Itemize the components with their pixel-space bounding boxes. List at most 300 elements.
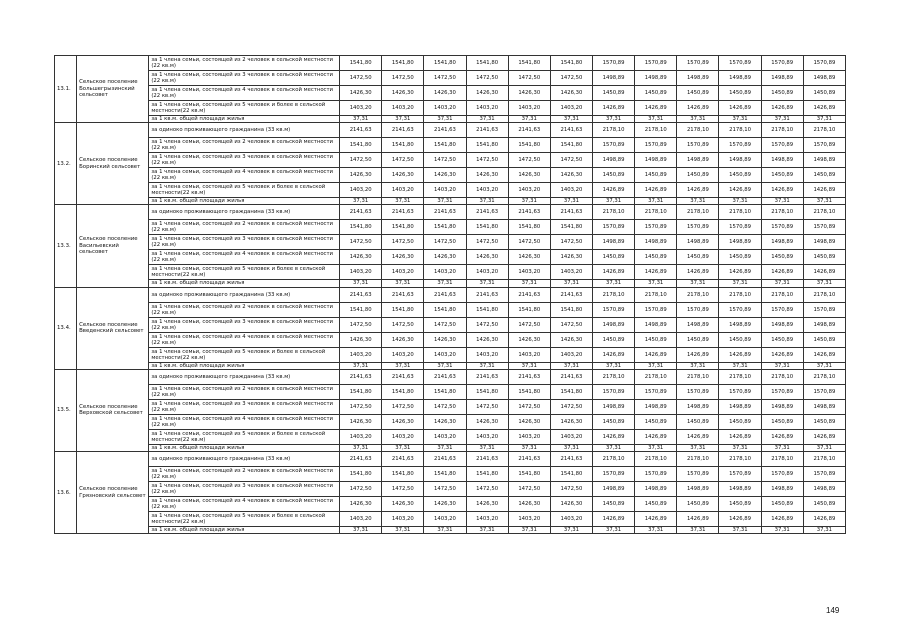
tariff-value-cell: 37,31: [508, 362, 550, 369]
tariff-value-cell: 37,31: [550, 362, 592, 369]
tariff-value-cell: 2141,63: [424, 451, 466, 466]
tariff-value-cell: 1472,50: [466, 153, 508, 168]
tariff-value-cell: 2141,63: [466, 123, 508, 138]
tariff-value-cell: 1426,89: [635, 265, 677, 280]
norm-description: за 1 кв.м. общей площади жилья: [149, 198, 340, 205]
tariff-value-cell: 1426,30: [424, 250, 466, 265]
tariff-value-cell: 2178,10: [719, 205, 761, 220]
tariff-value-cell: 37,31: [382, 444, 424, 451]
tariff-value-cell: 1498,89: [593, 481, 635, 496]
tariff-value-cell: 2141,63: [550, 205, 592, 220]
tariff-value-cell: 37,31: [635, 198, 677, 205]
tariff-value-cell: 1426,30: [550, 414, 592, 429]
tariff-value-cell: 1541,80: [340, 466, 382, 481]
tariff-value-cell: 37,31: [340, 444, 382, 451]
tariff-value-cell: 1472,50: [508, 153, 550, 168]
tariff-value-cell: 1498,89: [677, 153, 719, 168]
table-row: [55, 168, 846, 183]
section-index: 13.3.: [55, 205, 77, 287]
tariff-value-cell: 1450,89: [803, 414, 845, 429]
tariff-value-cell: 1426,89: [593, 511, 635, 526]
tariff-value-cell: 2178,10: [803, 369, 845, 384]
tariff-value-cell: 1498,89: [761, 399, 803, 414]
tariff-value-cell: 1426,30: [340, 414, 382, 429]
tariff-value-cell: 1426,30: [340, 332, 382, 347]
norm-description: за 1 члена семьи, состоящей из 2 человек в сельской местности (22 кв.м): [149, 56, 340, 71]
tariff-value-cell: 2178,10: [593, 451, 635, 466]
tariff-value-cell: 1403,20: [340, 265, 382, 280]
tariff-value-cell: 1472,50: [382, 153, 424, 168]
tariff-value-cell: 1570,89: [635, 220, 677, 235]
tariff-value-cell: 1498,89: [761, 71, 803, 86]
tariff-value-cell: 1570,89: [593, 302, 635, 317]
tariff-value-cell: 37,31: [803, 362, 845, 369]
tariff-value-cell: 37,31: [719, 362, 761, 369]
tariff-value-cell: 2141,63: [382, 287, 424, 302]
tariff-value-cell: 1472,50: [550, 481, 592, 496]
tariff-value-cell: 1426,30: [466, 86, 508, 101]
tariff-value-cell: 2141,63: [466, 451, 508, 466]
tariff-value-cell: 1541,80: [340, 384, 382, 399]
tariff-value-cell: 2178,10: [635, 451, 677, 466]
table-row: [55, 429, 846, 444]
tariff-value-cell: 2141,63: [466, 287, 508, 302]
tariff-value-cell: 1450,89: [761, 414, 803, 429]
norm-description: за 1 члена семьи, состоящей из 5 человек и более в сельской местности(22 кв.м): [149, 429, 340, 444]
tariff-value-cell: 2178,10: [677, 369, 719, 384]
tariff-value-cell: 1450,89: [635, 250, 677, 265]
table-row: [55, 183, 846, 198]
tariff-value-cell: 1498,89: [803, 317, 845, 332]
tariff-value-cell: 2178,10: [593, 369, 635, 384]
tariff-value-cell: 1570,89: [761, 302, 803, 317]
tariff-value-cell: 1498,89: [719, 481, 761, 496]
tariff-value-cell: 1426,30: [382, 250, 424, 265]
tariff-value-cell: 1472,50: [382, 481, 424, 496]
tariff-value-cell: 37,31: [466, 362, 508, 369]
tariff-value-cell: 1450,89: [593, 250, 635, 265]
table-row: [55, 526, 846, 533]
tariff-value-cell: 1426,89: [761, 183, 803, 198]
tariff-value-cell: 1570,89: [635, 384, 677, 399]
tariff-value-cell: 1450,89: [677, 496, 719, 511]
tariff-value-cell: 1403,20: [340, 183, 382, 198]
tariff-value-cell: 1450,89: [761, 86, 803, 101]
tariff-value-cell: 37,31: [550, 198, 592, 205]
tariff-value-cell: 37,31: [635, 526, 677, 533]
tariff-value-cell: 37,31: [803, 198, 845, 205]
tariff-value-cell: 1403,20: [466, 183, 508, 198]
tariff-value-cell: 37,31: [593, 526, 635, 533]
tariff-value-cell: 2141,63: [340, 123, 382, 138]
tariff-value-cell: 37,31: [340, 280, 382, 287]
tariff-value-cell: 1570,89: [719, 220, 761, 235]
tariff-value-cell: 37,31: [550, 116, 592, 123]
tariff-value-cell: 1541,80: [508, 466, 550, 481]
tariff-value-cell: 1403,20: [550, 101, 592, 116]
tariff-value-cell: 1472,50: [508, 71, 550, 86]
tariff-value-cell: 1450,89: [719, 168, 761, 183]
tariff-value-cell: 1570,89: [677, 138, 719, 153]
tariff-value-cell: 37,31: [508, 198, 550, 205]
tariff-table: [54, 55, 846, 534]
tariff-value-cell: 2141,63: [424, 123, 466, 138]
tariff-value-cell: 1426,89: [761, 347, 803, 362]
norm-description: за одиноко проживающего гражданина (33 кв.м): [149, 369, 340, 384]
table-row: [55, 198, 846, 205]
tariff-value-cell: 1403,20: [424, 183, 466, 198]
tariff-value-cell: 2178,10: [593, 205, 635, 220]
tariff-value-cell: 1403,20: [508, 347, 550, 362]
tariff-value-cell: 1541,80: [466, 302, 508, 317]
tariff-value-cell: 2178,10: [761, 205, 803, 220]
tariff-value-cell: 1426,30: [550, 332, 592, 347]
tariff-value-cell: 1570,89: [803, 56, 845, 71]
norm-description: за 1 члена семьи, состоящей из 3 человек в сельской местности (22 кв.м): [149, 399, 340, 414]
norm-description: за 1 члена семьи, состоящей из 2 человек в сельской местности (22 кв.м): [149, 302, 340, 317]
tariff-value-cell: 2178,10: [635, 123, 677, 138]
tariff-value-cell: 1472,50: [466, 317, 508, 332]
tariff-value-cell: 1426,30: [424, 168, 466, 183]
tariff-value-cell: 37,31: [340, 362, 382, 369]
tariff-value-cell: 2178,10: [719, 369, 761, 384]
tariff-value-cell: 1403,20: [340, 511, 382, 526]
table-row: [55, 362, 846, 369]
norm-description: за 1 члена семьи, состоящей из 4 человек в сельской местности (22 кв.м): [149, 414, 340, 429]
table-row: [55, 466, 846, 481]
tariff-value-cell: 1541,80: [466, 384, 508, 399]
tariff-value-cell: 1426,30: [508, 496, 550, 511]
tariff-value-cell: 37,31: [635, 362, 677, 369]
table-row: [55, 250, 846, 265]
table-row: [55, 444, 846, 451]
tariff-value-cell: 37,31: [550, 444, 592, 451]
tariff-value-cell: 1472,50: [340, 153, 382, 168]
tariff-value-cell: 1426,30: [550, 86, 592, 101]
tariff-value-cell: 1426,89: [677, 265, 719, 280]
tariff-value-cell: 2141,63: [382, 369, 424, 384]
tariff-value-cell: 1541,80: [466, 56, 508, 71]
tariff-value-cell: 2178,10: [761, 369, 803, 384]
tariff-value-cell: 37,31: [761, 198, 803, 205]
tariff-value-cell: 37,31: [593, 362, 635, 369]
tariff-value-cell: 2141,63: [424, 287, 466, 302]
tariff-value-cell: 1426,30: [466, 496, 508, 511]
tariff-value-cell: 37,31: [340, 198, 382, 205]
tariff-value-cell: 37,31: [424, 198, 466, 205]
tariff-value-cell: 1498,89: [719, 71, 761, 86]
tariff-value-cell: 2178,10: [635, 369, 677, 384]
tariff-value-cell: 1570,89: [803, 302, 845, 317]
tariff-value-cell: 1403,20: [424, 511, 466, 526]
tariff-value-cell: 2178,10: [719, 451, 761, 466]
tariff-value-cell: 1403,20: [550, 183, 592, 198]
tariff-value-cell: 1426,89: [761, 429, 803, 444]
tariff-value-cell: 1472,50: [508, 399, 550, 414]
tariff-value-cell: 1570,89: [635, 56, 677, 71]
norm-description: за 1 кв.м. общей площади жилья: [149, 362, 340, 369]
tariff-value-cell: 1472,50: [550, 317, 592, 332]
tariff-value-cell: 2141,63: [508, 451, 550, 466]
tariff-value-cell: 1472,50: [466, 235, 508, 250]
tariff-value-cell: 2141,63: [508, 205, 550, 220]
tariff-value-cell: 1426,89: [761, 511, 803, 526]
tariff-value-cell: 37,31: [382, 362, 424, 369]
tariff-value-cell: 37,31: [593, 444, 635, 451]
tariff-value-cell: 1426,89: [635, 511, 677, 526]
tariff-value-cell: 1450,89: [719, 496, 761, 511]
tariff-value-cell: 1426,30: [424, 414, 466, 429]
tariff-value-cell: 1570,89: [635, 302, 677, 317]
table-row: [55, 71, 846, 86]
tariff-value-cell: 2178,10: [761, 123, 803, 138]
tariff-value-cell: 1472,50: [424, 71, 466, 86]
tariff-value-cell: 1498,89: [803, 71, 845, 86]
tariff-value-cell: 1426,30: [382, 86, 424, 101]
tariff-value-cell: 2141,63: [508, 287, 550, 302]
tariff-value-cell: 1426,30: [466, 332, 508, 347]
tariff-value-cell: 1450,89: [761, 496, 803, 511]
tariff-value-cell: 1498,89: [761, 481, 803, 496]
tariff-value-cell: 1570,89: [803, 138, 845, 153]
tariff-value-cell: 1450,89: [677, 332, 719, 347]
tariff-value-cell: 37,31: [424, 444, 466, 451]
tariff-value-cell: 1570,89: [635, 138, 677, 153]
tariff-value-cell: 2141,63: [382, 123, 424, 138]
tariff-value-cell: 1450,89: [761, 250, 803, 265]
norm-description: за 1 члена семьи, состоящей из 5 человек и более в сельской местности(22 кв.м): [149, 265, 340, 280]
norm-description: за 1 члена семьи, состоящей из 2 человек в сельской местности (22 кв.м): [149, 138, 340, 153]
tariff-value-cell: 37,31: [508, 280, 550, 287]
tariff-value-cell: 1426,30: [466, 250, 508, 265]
norm-description: за 1 члена семьи, состоящей из 5 человек и более в сельской местности(22 кв.м): [149, 101, 340, 116]
tariff-value-cell: 1498,89: [719, 153, 761, 168]
tariff-value-cell: 1426,30: [382, 332, 424, 347]
tariff-value-cell: 2141,63: [550, 369, 592, 384]
norm-description: за 1 члена семьи, состоящей из 5 человек и более в сельской местности(22 кв.м): [149, 183, 340, 198]
tariff-value-cell: 1403,20: [382, 511, 424, 526]
tariff-value-cell: 1541,80: [550, 138, 592, 153]
tariff-value-cell: 37,31: [677, 116, 719, 123]
tariff-value-cell: 1570,89: [593, 56, 635, 71]
tariff-value-cell: 1541,80: [340, 56, 382, 71]
tariff-value-cell: 1498,89: [593, 317, 635, 332]
table-row: [55, 481, 846, 496]
tariff-value-cell: 1498,89: [635, 399, 677, 414]
tariff-value-cell: 1472,50: [508, 235, 550, 250]
tariff-value-cell: 1426,89: [719, 347, 761, 362]
tariff-value-cell: 1498,89: [803, 481, 845, 496]
tariff-value-cell: 1472,50: [550, 399, 592, 414]
table-row: [55, 138, 846, 153]
table-row: [55, 280, 846, 287]
table-row: [55, 511, 846, 526]
tariff-value-cell: 1498,89: [593, 235, 635, 250]
tariff-value-cell: 1498,89: [719, 399, 761, 414]
norm-description: за одиноко проживающего гражданина (33 кв.м): [149, 451, 340, 466]
tariff-value-cell: 37,31: [719, 444, 761, 451]
tariff-value-cell: 1541,80: [508, 138, 550, 153]
table-row: [55, 56, 846, 71]
tariff-value-cell: 1403,20: [382, 101, 424, 116]
table-row: [55, 369, 846, 384]
tariff-value-cell: 1426,30: [382, 414, 424, 429]
tariff-value-cell: 1426,30: [340, 168, 382, 183]
tariff-value-cell: 1472,50: [340, 71, 382, 86]
norm-description: за 1 члена семьи, состоящей из 2 человек в сельской местности (22 кв.м): [149, 384, 340, 399]
tariff-value-cell: 37,31: [382, 526, 424, 533]
tariff-value-cell: 1426,89: [803, 429, 845, 444]
table-row: [55, 384, 846, 399]
tariff-value-cell: 1426,30: [340, 86, 382, 101]
tariff-value-cell: 1426,89: [677, 101, 719, 116]
tariff-value-cell: 1498,89: [677, 399, 719, 414]
section-index: 13.2.: [55, 123, 77, 205]
table-row: [55, 153, 846, 168]
tariff-value-cell: 1498,89: [803, 399, 845, 414]
tariff-value-cell: 1426,89: [803, 347, 845, 362]
tariff-value-cell: 1426,89: [593, 265, 635, 280]
tariff-value-cell: 1570,89: [761, 138, 803, 153]
tariff-value-cell: 37,31: [382, 116, 424, 123]
tariff-value-cell: 2178,10: [803, 123, 845, 138]
tariff-value-cell: 1570,89: [719, 384, 761, 399]
norm-description: за 1 кв.м. общей площади жилья: [149, 116, 340, 123]
tariff-value-cell: 37,31: [719, 280, 761, 287]
tariff-value-cell: 1541,80: [508, 302, 550, 317]
tariff-value-cell: 1426,89: [593, 183, 635, 198]
tariff-value-cell: 1426,30: [550, 168, 592, 183]
tariff-value-cell: 1450,89: [635, 496, 677, 511]
tariff-value-cell: 1498,89: [803, 153, 845, 168]
table-row: [55, 496, 846, 511]
tariff-value-cell: 37,31: [466, 116, 508, 123]
tariff-value-cell: 37,31: [761, 116, 803, 123]
tariff-value-cell: 2141,63: [340, 205, 382, 220]
tariff-value-cell: 1450,89: [677, 414, 719, 429]
tariff-value-cell: 1541,80: [382, 466, 424, 481]
tariff-value-cell: 1541,80: [424, 466, 466, 481]
tariff-value-cell: 1426,89: [677, 429, 719, 444]
tariff-value-cell: 1472,50: [466, 399, 508, 414]
page-number: 149: [826, 606, 840, 615]
tariff-value-cell: 1472,50: [466, 481, 508, 496]
table-row: [55, 302, 846, 317]
tariff-value-cell: 2178,10: [761, 451, 803, 466]
tariff-value-cell: 37,31: [761, 526, 803, 533]
tariff-value-cell: 37,31: [550, 280, 592, 287]
tariff-value-cell: 1472,50: [340, 235, 382, 250]
tariff-value-cell: 1472,50: [382, 71, 424, 86]
tariff-value-cell: 1403,20: [466, 511, 508, 526]
tariff-value-cell: 2178,10: [677, 287, 719, 302]
tariff-value-cell: 2178,10: [677, 205, 719, 220]
table-row: [55, 101, 846, 116]
tariff-value-cell: 37,31: [803, 444, 845, 451]
norm-description: за 1 члена семьи, состоящей из 4 человек в сельской местности (22 кв.м): [149, 250, 340, 265]
tariff-value-cell: 37,31: [719, 116, 761, 123]
tariff-value-cell: 1472,50: [424, 235, 466, 250]
tariff-value-cell: 1426,30: [466, 168, 508, 183]
tariff-value-cell: 1541,80: [424, 302, 466, 317]
tariff-value-cell: 1472,50: [382, 235, 424, 250]
table-row: [55, 317, 846, 332]
settlement-name: Сельское поселение Верховской сельсовет: [77, 369, 149, 451]
tariff-value-cell: 37,31: [466, 526, 508, 533]
tariff-value-cell: 1498,89: [803, 235, 845, 250]
section-index: 13.4.: [55, 287, 77, 369]
tariff-value-cell: 1426,30: [424, 86, 466, 101]
tariff-value-cell: 1570,89: [761, 56, 803, 71]
tariff-value-cell: 1541,80: [424, 384, 466, 399]
settlement-name: Сельское поселение Боринский сельсовет: [77, 123, 149, 205]
tariff-value-cell: 37,31: [424, 526, 466, 533]
tariff-value-cell: 37,31: [508, 526, 550, 533]
tariff-value-cell: 37,31: [593, 116, 635, 123]
tariff-value-cell: 1426,30: [508, 168, 550, 183]
tariff-value-cell: 1498,89: [593, 153, 635, 168]
tariff-value-cell: 1403,20: [382, 429, 424, 444]
tariff-value-cell: 37,31: [719, 198, 761, 205]
tariff-value-cell: 1426,89: [761, 101, 803, 116]
tariff-value-cell: 1403,20: [508, 511, 550, 526]
tariff-value-cell: 1570,89: [719, 138, 761, 153]
tariff-value-cell: 2178,10: [635, 205, 677, 220]
tariff-value-cell: 37,31: [803, 116, 845, 123]
tariff-value-cell: 1541,80: [466, 138, 508, 153]
tariff-value-cell: 1403,20: [508, 183, 550, 198]
tariff-value-cell: 1426,89: [803, 511, 845, 526]
tariff-value-cell: 37,31: [803, 526, 845, 533]
tariff-value-cell: 37,31: [635, 116, 677, 123]
tariff-value-cell: 37,31: [593, 198, 635, 205]
tariff-value-cell: 37,31: [550, 526, 592, 533]
tariff-value-cell: 2141,63: [340, 451, 382, 466]
tariff-value-cell: 1472,50: [424, 153, 466, 168]
tariff-value-cell: 1450,89: [803, 496, 845, 511]
tariff-value-cell: 1472,50: [508, 317, 550, 332]
tariff-value-cell: 1498,89: [677, 71, 719, 86]
tariff-value-cell: 2141,63: [550, 287, 592, 302]
tariff-value-cell: 1541,80: [550, 302, 592, 317]
tariff-value-cell: 1403,20: [466, 347, 508, 362]
tariff-value-cell: 1541,80: [382, 384, 424, 399]
tariff-value-cell: 37,31: [508, 444, 550, 451]
tariff-table-body: [55, 56, 846, 534]
tariff-value-cell: 1403,20: [382, 183, 424, 198]
tariff-value-cell: 1403,20: [508, 429, 550, 444]
tariff-value-cell: 1450,89: [803, 168, 845, 183]
tariff-value-cell: 1570,89: [761, 466, 803, 481]
tariff-value-cell: 1541,80: [466, 466, 508, 481]
tariff-value-cell: 2141,63: [424, 205, 466, 220]
tariff-value-cell: 37,31: [761, 280, 803, 287]
tariff-value-cell: 1498,89: [677, 481, 719, 496]
tariff-value-cell: 1450,89: [719, 414, 761, 429]
tariff-value-cell: 1426,89: [593, 101, 635, 116]
tariff-value-cell: 1450,89: [803, 332, 845, 347]
tariff-value-cell: 1426,89: [677, 511, 719, 526]
tariff-value-cell: 1403,20: [424, 265, 466, 280]
settlement-name: Сельское поселение Грязновский сельсовет: [77, 451, 149, 533]
norm-description: за одиноко проживающего гражданина (33 кв.м): [149, 123, 340, 138]
tariff-value-cell: 1498,89: [677, 317, 719, 332]
tariff-value-cell: 1426,30: [340, 496, 382, 511]
tariff-value-cell: 1450,89: [635, 332, 677, 347]
tariff-value-cell: 1450,89: [593, 168, 635, 183]
tariff-value-cell: 1541,80: [550, 466, 592, 481]
table-row: [55, 287, 846, 302]
